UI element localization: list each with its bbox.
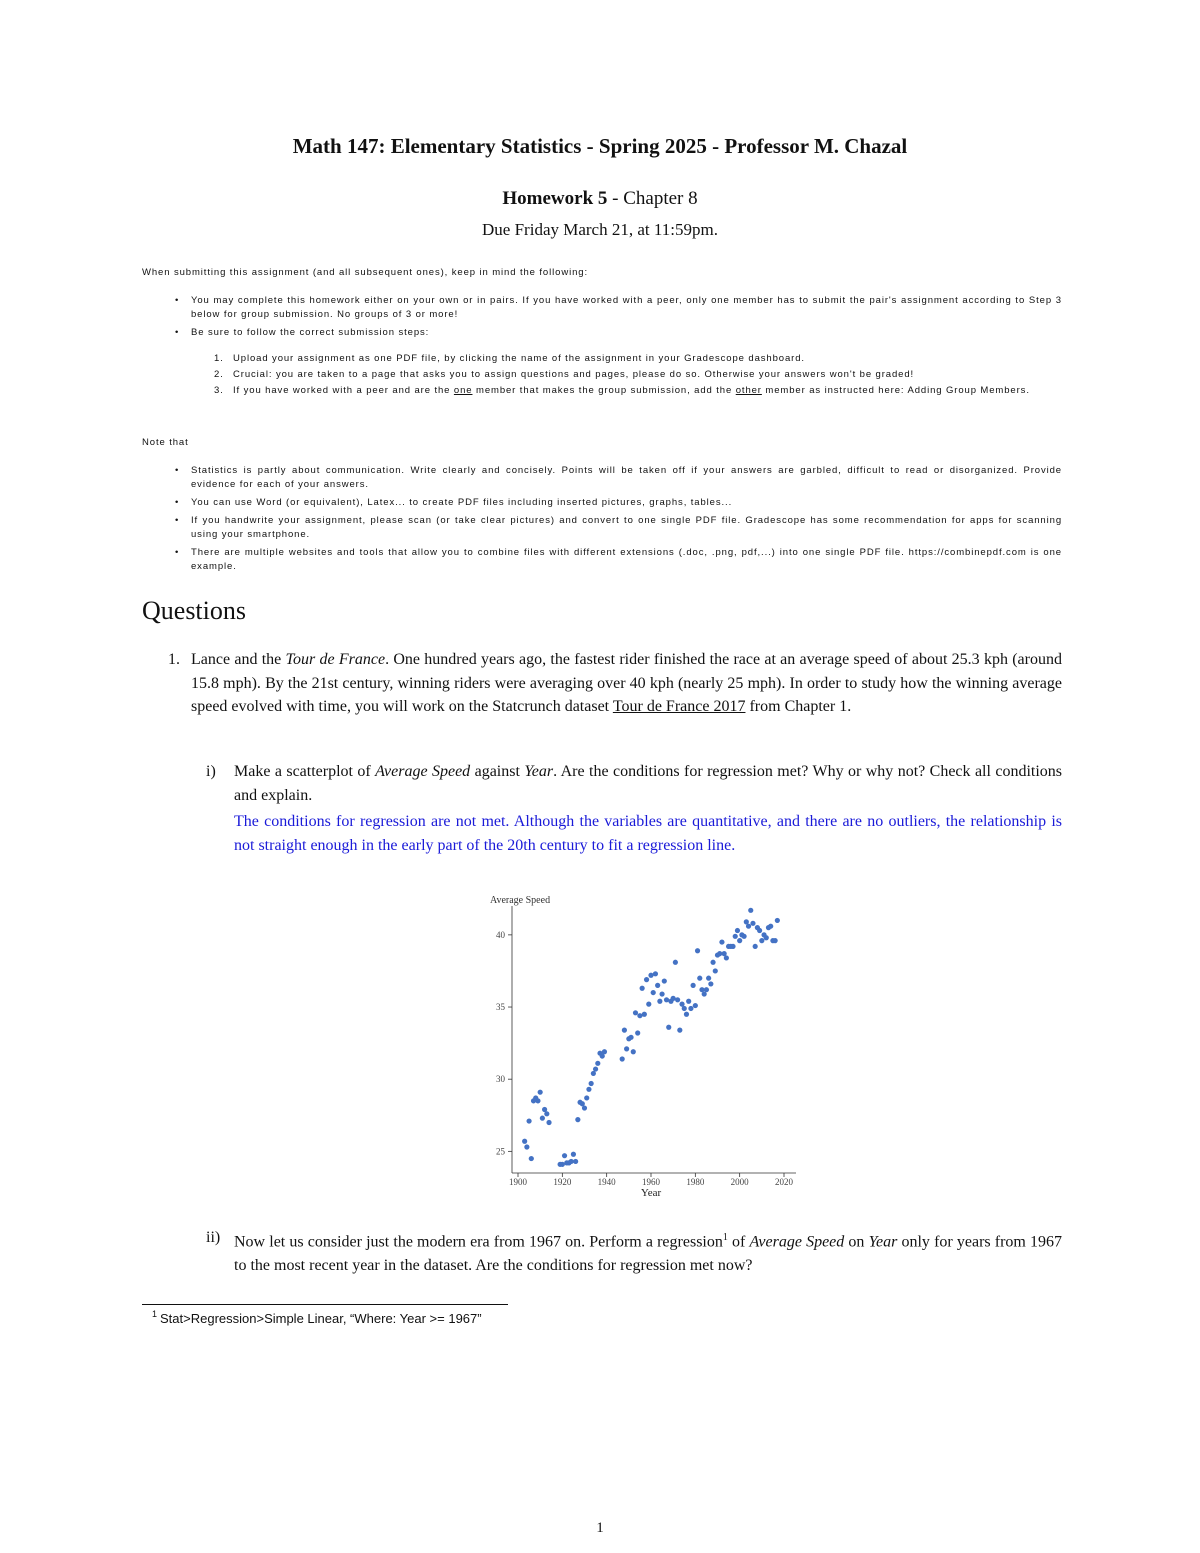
data-point — [666, 1025, 671, 1030]
data-point — [633, 1010, 638, 1015]
data-point — [560, 1162, 565, 1167]
y-tick-group — [496, 930, 512, 1156]
list-item: • If you handwrite your assignment, please scan (or take clear pictures) and convert to one single PDF file. Gradescope has some recommendation for apps for scanning using your smartphone. — [175, 515, 1062, 540]
data-point — [595, 1061, 600, 1066]
y-tick-label: 25 — [496, 1146, 505, 1157]
note-label: Note that — [142, 437, 189, 448]
list-item: 2. Crucial: you are taken to a page that asks you to assign questions and pages, please do so. Otherwise your answers won't be graded! — [214, 369, 915, 380]
x-tick-label: 1980 — [686, 1177, 705, 1187]
data-point — [710, 960, 715, 965]
list-item: • Be sure to follow the correct submission steps: — [175, 327, 430, 338]
scatterplot-chart — [478, 888, 808, 1200]
x-tick-label: 2000 — [730, 1177, 749, 1187]
data-point — [535, 1098, 540, 1103]
bullet-icon: • — [175, 295, 180, 306]
data-point — [589, 1081, 594, 1086]
data-point — [688, 1006, 693, 1011]
data-point — [730, 944, 735, 949]
homework-chapter: - Chapter 8 — [607, 188, 698, 209]
y-tick-label: 30 — [496, 1074, 505, 1085]
data-point — [773, 938, 778, 943]
x-tick-group — [509, 1173, 794, 1187]
data-point — [677, 1028, 682, 1033]
data-point — [651, 990, 656, 995]
data-point — [686, 999, 691, 1004]
dataset-link[interactable]: Tour de France 2017 — [612, 698, 746, 715]
homework-title — [0, 188, 1200, 210]
x-tick-label: 1940 — [597, 1177, 616, 1187]
data-point — [644, 977, 649, 982]
data-point — [648, 973, 653, 978]
data-point — [671, 996, 676, 1001]
data-point — [662, 978, 667, 983]
footnote-divider — [142, 1304, 508, 1305]
data-point — [637, 1013, 642, 1018]
data-point — [573, 1159, 578, 1164]
data-point — [624, 1046, 629, 1051]
data-point — [719, 939, 724, 944]
course-title: Math 147: Elementary Statistics - Spring 2025 - Professor M. Chazal — [292, 134, 908, 158]
data-point — [697, 976, 702, 981]
data-point — [717, 951, 722, 956]
data-point — [575, 1117, 580, 1122]
x-tick-label: 1920 — [553, 1177, 572, 1187]
data-point — [737, 938, 742, 943]
notes-list — [175, 464, 1062, 578]
data-point — [546, 1120, 551, 1125]
page-number: 1 — [596, 1520, 604, 1536]
list-item: • Statistics is partly about communication. Write clearly and concisely. Points will be taken off if your answers are garbled, difficult to read or disorganized. Provide evidence for each of your answers. — [175, 465, 1062, 490]
data-point — [635, 1030, 640, 1035]
data-point — [653, 971, 658, 976]
x-tick-label: 2020 — [775, 1177, 793, 1187]
data-point — [562, 1153, 567, 1158]
data-point — [620, 1056, 625, 1061]
data-point — [640, 986, 645, 991]
data-point — [544, 1111, 549, 1116]
data-point — [602, 1049, 607, 1054]
data-point — [664, 997, 669, 1002]
list-item: • You can use Word (or equivalent), Latex... to create PDF files including inserted pictures, graphs, tables... — [175, 497, 733, 508]
data-point — [759, 938, 764, 943]
data-point — [750, 921, 755, 926]
data-point — [684, 1012, 689, 1017]
data-point — [706, 976, 711, 981]
rules-list — [175, 294, 1062, 344]
section-heading: Questions — [142, 596, 246, 625]
data-point — [768, 924, 773, 929]
data-point — [582, 1105, 587, 1110]
homework-number: Homework 5 — [502, 188, 608, 209]
data-point — [571, 1152, 576, 1157]
data-point — [526, 1118, 531, 1123]
due-date: Due Friday March 21, at 11:59pm. — [482, 220, 718, 239]
list-item: 1. Upload your assignment as one PDF file, by clicking the name of the assignment in your Gradescope dashboard. — [214, 353, 805, 364]
point-group — [522, 908, 780, 1167]
data-point — [746, 924, 751, 929]
data-point — [569, 1159, 574, 1164]
data-point — [695, 948, 700, 953]
data-point — [540, 1116, 545, 1121]
data-point — [586, 1087, 591, 1092]
bullet-icon: • — [175, 497, 180, 508]
bullet-icon: • — [175, 327, 180, 338]
answer-text: The conditions for regression are not met. Although the variables are quantitative, and there are no outliers, the relationship is not straight enough in the early part of the 20th century to fit a regression line. — [234, 813, 1062, 854]
list-item: 3. If you have worked with a peer and are the one member that makes the group submission, add the other member as instructed here: Adding Group Members. — [214, 385, 1030, 396]
data-point — [642, 1012, 647, 1017]
data-point — [657, 999, 662, 1004]
data-point — [593, 1066, 598, 1071]
list-item: • There are multiple websites and tools that allow you to combine files with different extensions (.doc, .png, pdf,...) into one single PDF file. https://combinepdf.com is one example. — [175, 547, 1062, 572]
data-point — [704, 987, 709, 992]
x-tick-label: 1960 — [642, 1177, 660, 1187]
question-1-ii: ii) Now let us consider just the modern era from 1967 on. Perform a regression$^1$ of Average Speed on Year only for years from 1967 to the most recent year in the dataset. Are the conditions for regression met now? — [206, 1229, 1063, 1274]
data-point — [659, 991, 664, 996]
data-point — [708, 981, 713, 986]
data-point — [757, 928, 762, 933]
list-item: • You may complete this homework either on your own or in pairs. If you have worked with a peer, only one member has to submit the pair's assignment according to Step 3 below for group submission. No groups of 3 or more! — [175, 295, 1062, 320]
data-point — [748, 908, 753, 913]
x-axis-label: Year — [640, 1187, 662, 1199]
data-point — [655, 983, 660, 988]
data-point — [628, 1035, 633, 1040]
data-point — [622, 1028, 627, 1033]
data-point — [735, 928, 740, 933]
x-tick-label: 1900 — [509, 1177, 527, 1187]
submission-intro: When submitting this assignment (and all subsequent ones), keep in mind the following: — [142, 267, 588, 278]
footnote-ref[interactable]: 1 — [722, 1232, 728, 1243]
data-point — [682, 1006, 687, 1011]
data-point — [646, 1002, 651, 1007]
data-point — [522, 1139, 527, 1144]
question-1: 1. Lance and the Tour de France. One hundred years ago, the fastest rider finished the race at an average speed of about 25.3 kph (around 15.8 mph). By the 21st century, winning riders were averaging over 40 kph (nearly 25 mph). In order to study how the winning average speed evolved with time, you will work on the Statcrunch dataset Tour de France 2017 from Chapter 1. — [168, 651, 1062, 715]
data-point — [764, 935, 769, 940]
data-point — [733, 934, 738, 939]
data-point — [753, 944, 758, 949]
y-tick-label: 40 — [496, 929, 505, 940]
bullet-icon: • — [175, 515, 180, 526]
submission-steps — [214, 352, 1062, 400]
data-point — [713, 968, 718, 973]
data-point — [584, 1095, 589, 1100]
data-point — [693, 1003, 698, 1008]
bullet-icon: • — [175, 547, 180, 558]
question-1-i: i) Make a scatterplot of Average Speed against Year. Are the conditions for regression met? Why or why not? Check all conditions and explain. The conditions for regression are not met. Although the variables are quantitative, and there are no outliers, the relationship is not straight enough in the early part of the 20th century to fit a regression line. — [206, 760, 1062, 857]
data-point — [524, 1144, 529, 1149]
bullet-icon: • — [175, 465, 180, 476]
chart-title: Average Speed — [490, 895, 551, 906]
data-point — [724, 955, 729, 960]
data-point — [673, 960, 678, 965]
data-point — [742, 934, 747, 939]
data-point — [538, 1090, 543, 1095]
data-point — [675, 997, 680, 1002]
data-point — [691, 983, 696, 988]
footnote: 1 Stat>Regression>Simple Linear, “Where: Year >= 1967” — [152, 1309, 482, 1326]
y-tick-label: 35 — [496, 1002, 505, 1013]
data-point — [631, 1049, 636, 1054]
data-point — [529, 1156, 534, 1161]
data-point — [775, 918, 780, 923]
